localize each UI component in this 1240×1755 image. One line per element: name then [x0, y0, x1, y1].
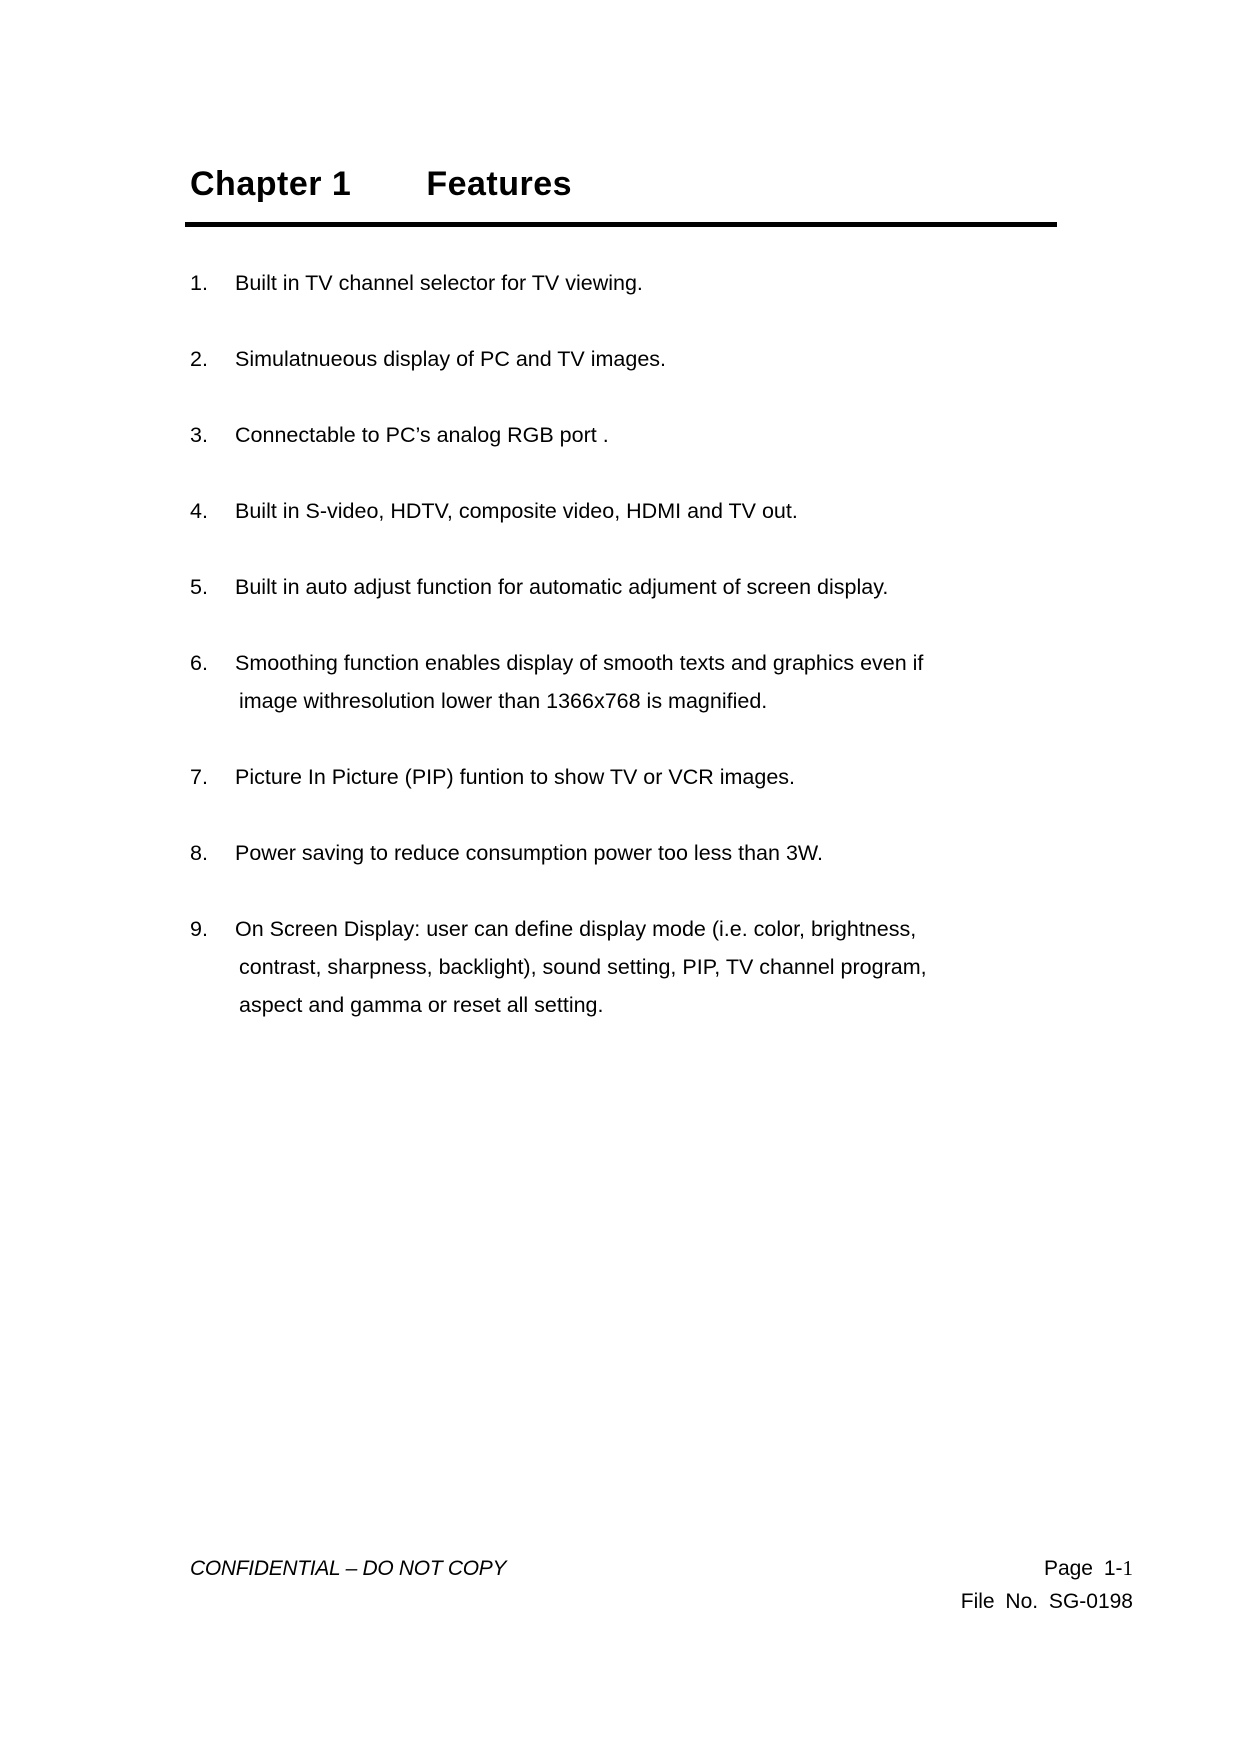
chapter-title: Features: [426, 165, 573, 203]
list-item-text: Picture In Picture (PIP) funtion to show TV or VCR images.: [235, 765, 796, 789]
list-item-text: Built in TV channel selector for TV viewing.: [235, 271, 643, 295]
list-item-number: 2.: [190, 347, 208, 371]
list-item-number: 3.: [190, 423, 208, 447]
list-item: [190, 492, 1057, 530]
chapter-heading: [185, 160, 1057, 209]
list-item: [190, 758, 1057, 796]
list-item: [190, 834, 1057, 872]
list-item-number: 1.: [190, 271, 208, 295]
page-number: [1044, 1552, 1133, 1585]
page-number-suffix: 1: [1122, 1556, 1133, 1580]
footer-row: [190, 1552, 1133, 1585]
list-item: [190, 416, 1057, 454]
list-item-text: contrast, sharpness, backlight), sound setting, PIP, TV channel program,: [239, 955, 927, 979]
chapter-number: Chapter 1: [190, 165, 352, 203]
page-number-prefix: Page 1-: [1043, 1557, 1123, 1580]
feature-list: [185, 264, 1057, 1024]
list-item-text: Connectable to PC’s analog RGB port .: [235, 423, 609, 447]
list-item: [190, 910, 1057, 1024]
confidential-notice: CONFIDENTIAL – DO NOT COPY: [190, 1557, 507, 1580]
list-item-text: Simulatnueous display of PC and TV images.: [235, 347, 667, 371]
list-item-text: Built in S-video, HDTV, composite video, HDMI and TV out.: [235, 499, 798, 523]
list-item-text: image withresolution lower than 1366x768 is magnified.: [239, 689, 768, 713]
page-footer: [190, 1552, 1133, 1618]
list-item: [190, 264, 1057, 302]
page-content: [185, 160, 1057, 1062]
list-item-text: On Screen Display: user can define display mode (i.e. color, brightness,: [235, 917, 917, 941]
heading-rule: [185, 222, 1057, 227]
list-item: [190, 340, 1057, 378]
list-item: [190, 644, 1057, 720]
list-item-number: 7.: [190, 765, 208, 789]
list-item: [190, 568, 1057, 606]
list-item-text: Built in auto adjust function for automatic adjument of screen display.: [235, 575, 889, 599]
list-item-text: aspect and gamma or reset all setting.: [239, 993, 604, 1017]
list-item-number: 4.: [190, 499, 208, 523]
list-item-number: 9.: [190, 917, 208, 941]
list-item-number: 6.: [190, 651, 208, 675]
list-item-text: Power saving to reduce consumption power too less than 3W.: [235, 841, 823, 865]
list-item-text: Smoothing function enables display of smooth texts and graphics even if: [235, 651, 924, 675]
list-item-number: 8.: [190, 841, 208, 865]
file-number: File No. SG-0198: [960, 1590, 1133, 1613]
list-item-number: 5.: [190, 575, 208, 599]
